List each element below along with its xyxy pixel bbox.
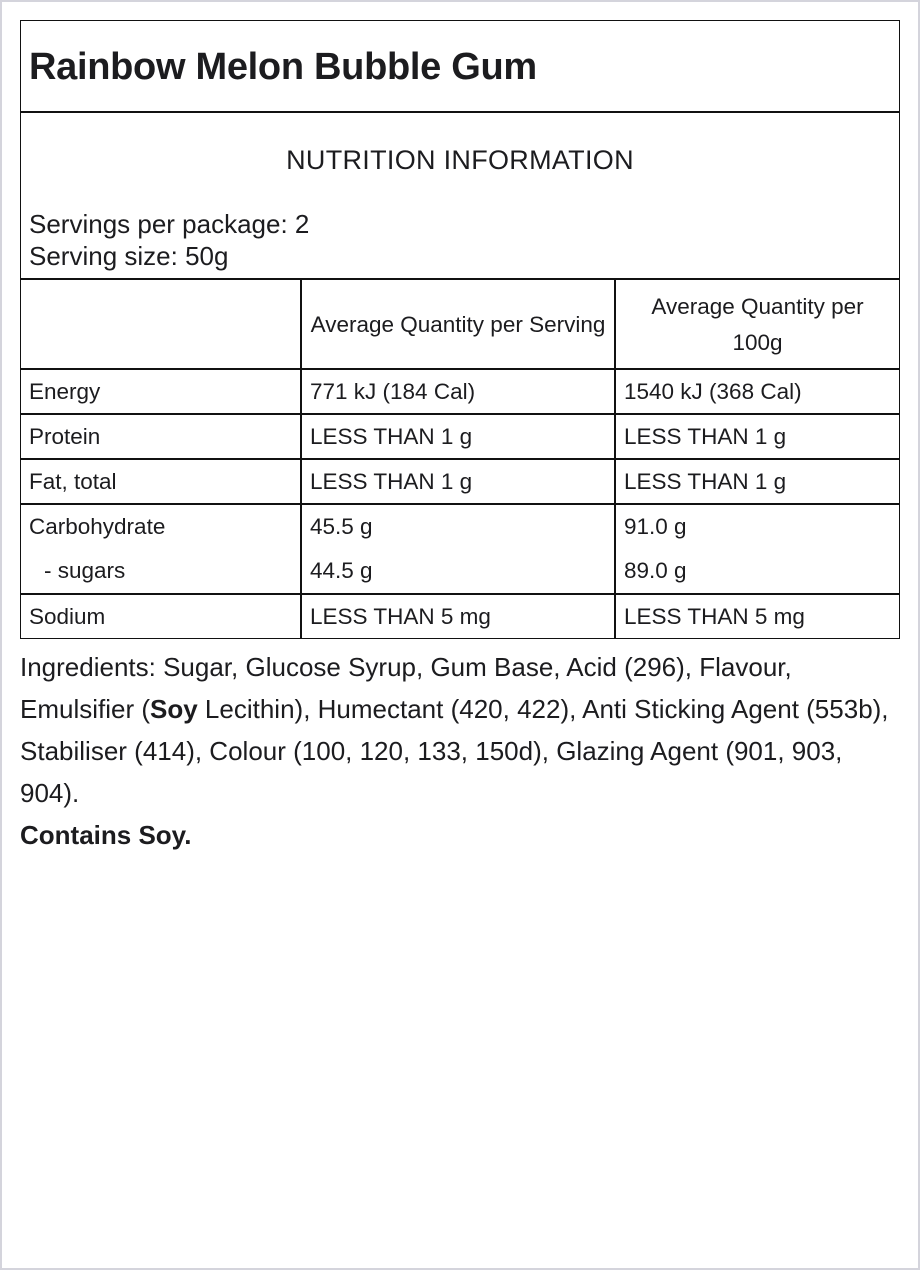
serving-info	[29, 208, 309, 272]
nutrition-info-header	[21, 113, 899, 280]
value-per-serving: LESS THAN 1 g	[301, 414, 615, 459]
value-per-serving: 45.5 g	[310, 514, 373, 539]
table-row-protein	[21, 414, 899, 459]
value-per-serving: 771 kJ (184 Cal)	[301, 369, 615, 414]
value-per-serving: LESS THAN 1 g	[301, 459, 615, 504]
value-per-100g: 91.0 g	[624, 514, 687, 539]
column-header-per-serving: Average Quantity per Serving	[301, 280, 615, 369]
value-per-serving: LESS THAN 5 mg	[301, 594, 615, 638]
nutrition-label-panel	[20, 20, 900, 639]
value-per-100g: 1540 kJ (368 Cal)	[615, 369, 899, 414]
nutrition-table	[21, 280, 899, 638]
sub-value-per-100g: 89.0 g	[624, 558, 687, 583]
title-box	[21, 21, 899, 113]
table-row-sodium	[21, 594, 899, 638]
column-header-nutrient	[21, 280, 301, 369]
table-row-fat-total	[21, 459, 899, 504]
table-row-carbohydrate	[21, 504, 899, 594]
nutrient-name: Sodium	[21, 594, 301, 638]
nutrient-name: Energy	[21, 369, 301, 414]
allergen-highlight: Soy	[150, 694, 198, 724]
nutrient-name: Fat, total	[21, 459, 301, 504]
sub-nutrient-name: - sugars	[44, 558, 126, 583]
value-per-100g: LESS THAN 1 g	[615, 459, 899, 504]
value-per-100g-cell	[615, 504, 899, 594]
allergen-statement: Contains Soy.	[20, 820, 192, 850]
nutrient-name: Protein	[21, 414, 301, 459]
product-title: Rainbow Melon Bubble Gum	[29, 45, 537, 88]
nutrient-name: Carbohydrate	[29, 514, 166, 539]
value-per-100g: LESS THAN 5 mg	[615, 594, 899, 638]
table-header-row	[21, 280, 899, 369]
nutrition-heading: NUTRITION INFORMATION	[286, 145, 634, 175]
value-per-serving-cell	[301, 504, 615, 594]
nutrient-name-cell	[21, 504, 301, 594]
table-row-energy	[21, 369, 899, 414]
ingredients-list	[20, 646, 900, 814]
servings-per-package: Servings per package: 2	[29, 209, 310, 239]
sub-value-per-serving: 44.5 g	[310, 558, 373, 583]
column-header-per-100g: Average Quantity per 100g	[615, 280, 899, 369]
ingredients-text-prefix: Ingredients: Sugar, Glucose Syrup, Gum Base, Acid (296), Flavour, Emulsifier (	[20, 652, 792, 724]
serving-size: Serving size: 50g	[29, 241, 229, 271]
value-per-100g: LESS THAN 1 g	[615, 414, 899, 459]
ingredients-text-suffix: Lecithin), Humectant (420, 422), Anti Sticking Agent (553b), Stabiliser (414), Colour (100, 120, 133, 150d), Glazing Agent (901, 903, 904).	[20, 694, 889, 808]
